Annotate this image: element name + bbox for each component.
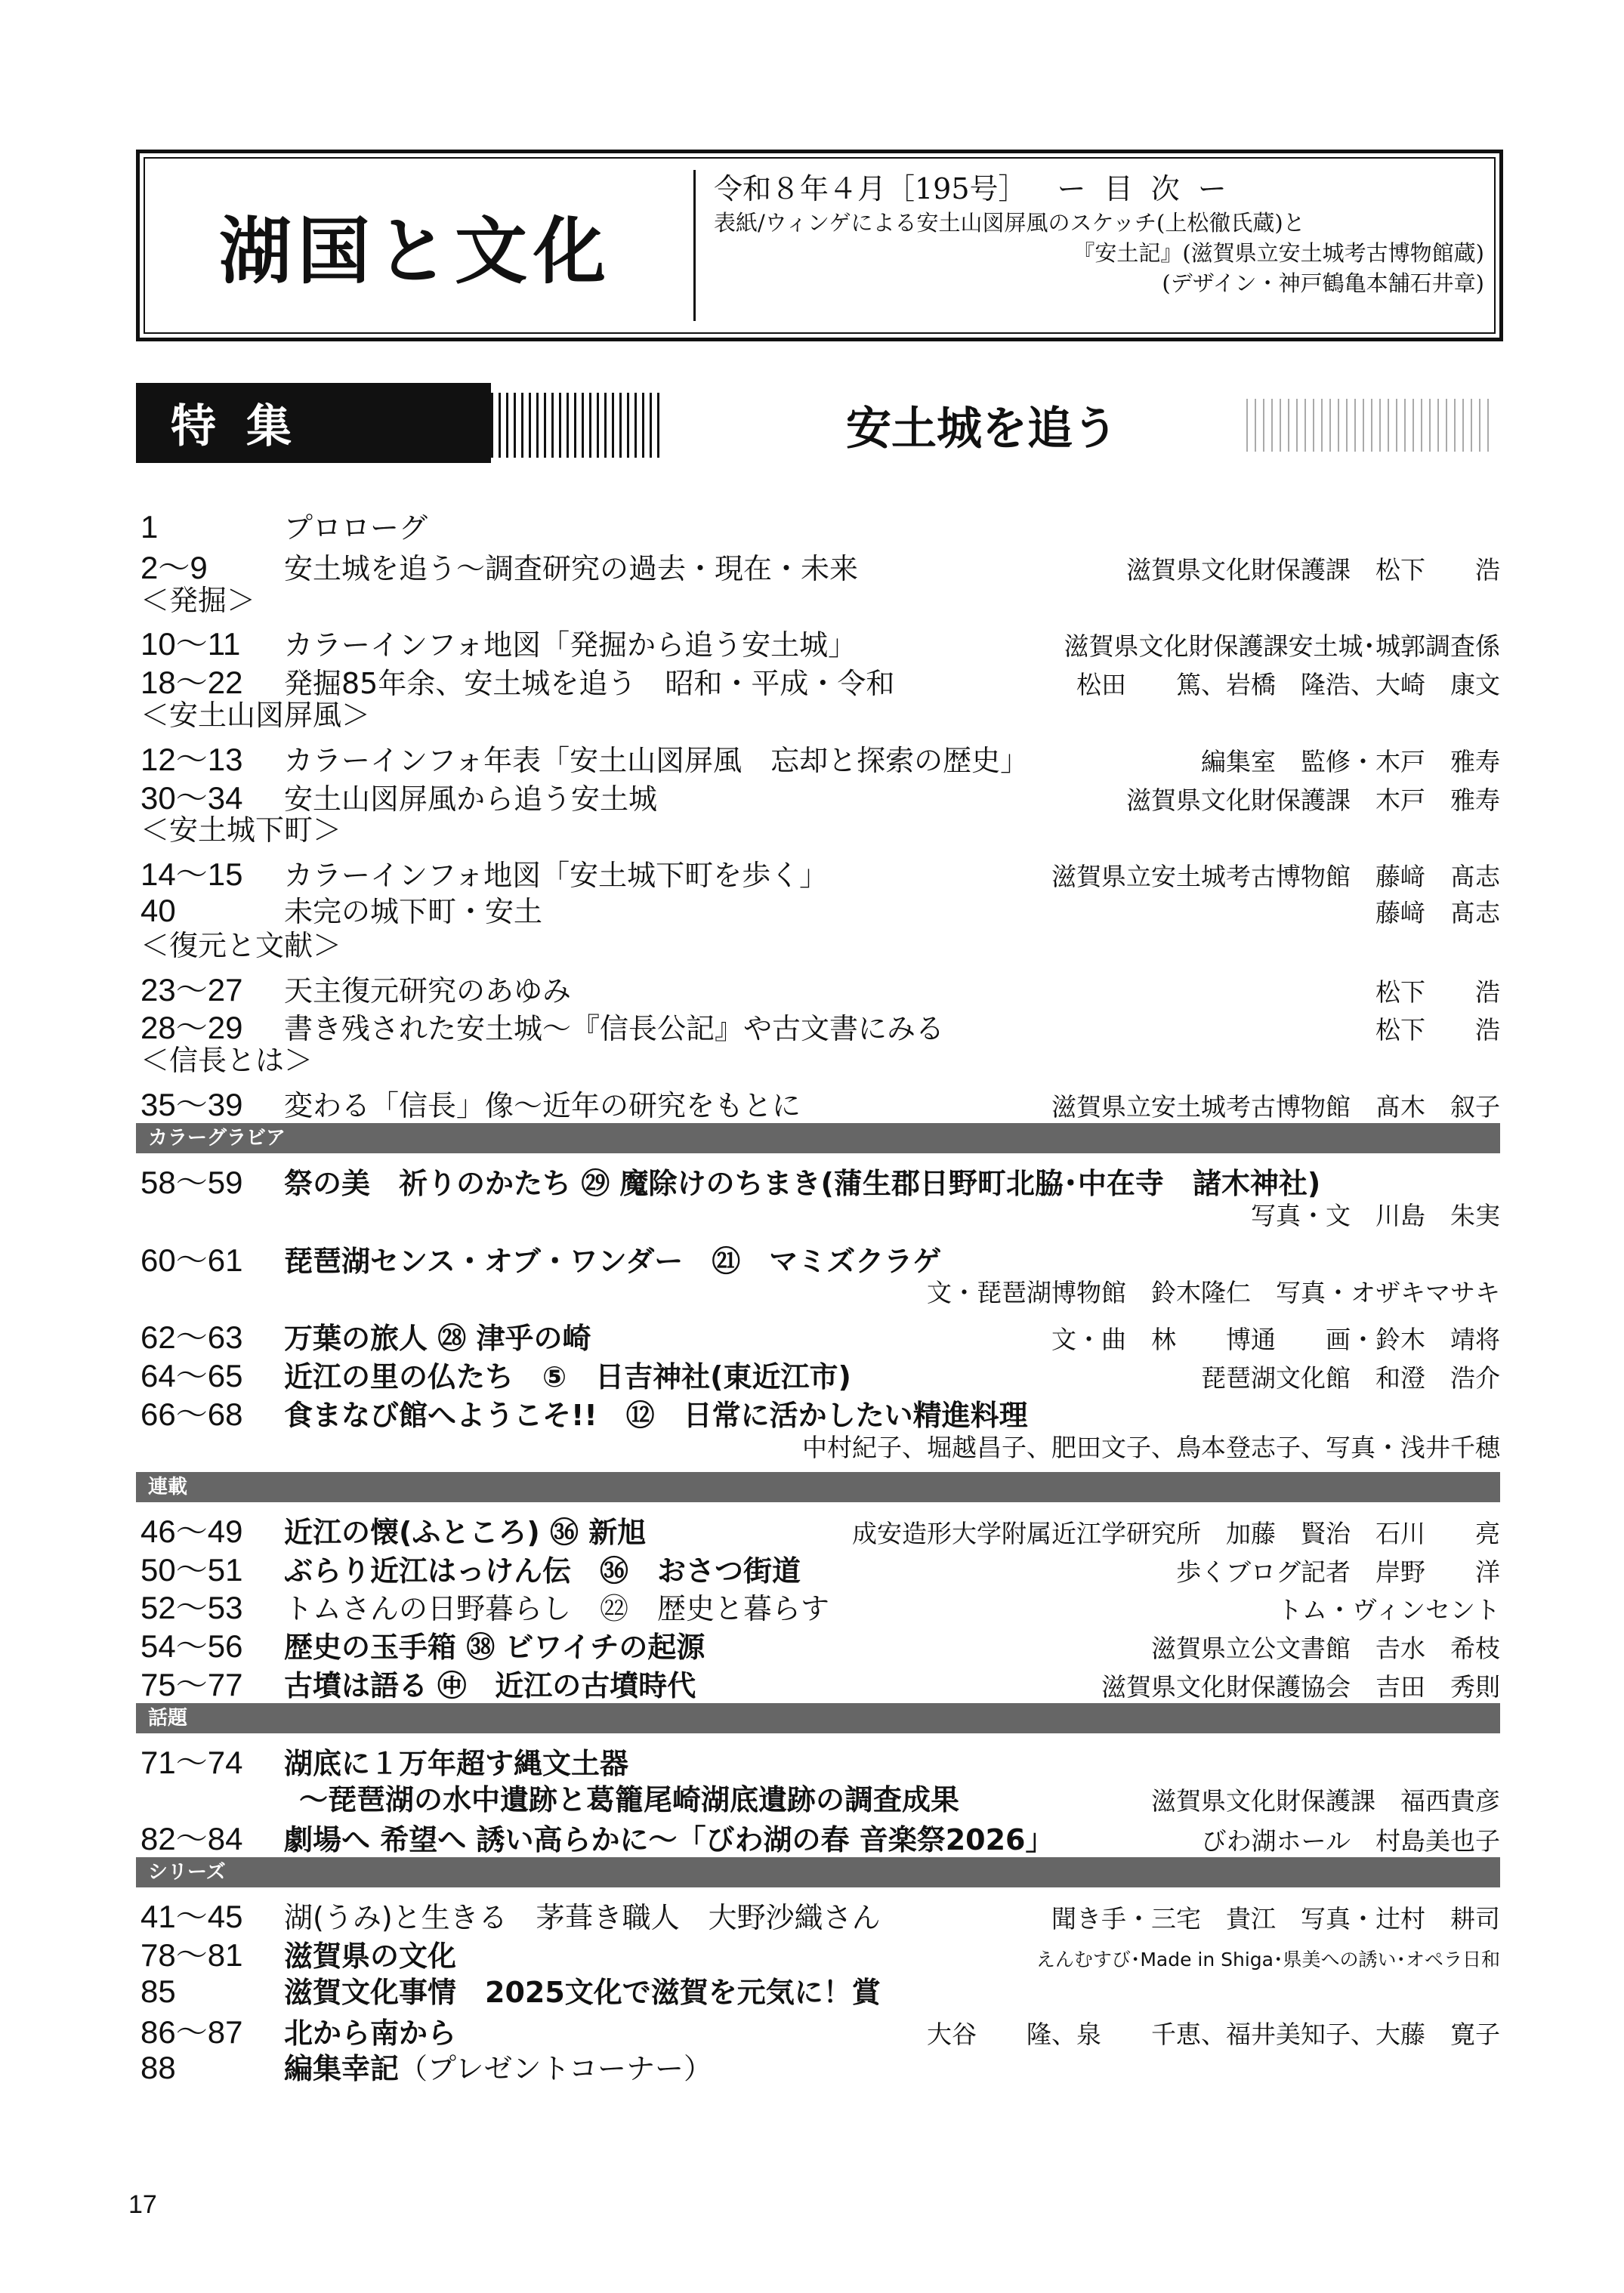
- author: 滋賀県文化財保護課 松下 浩: [1126, 554, 1500, 585]
- toc-entry[interactable]: [140, 735, 1500, 777]
- article-title: 未完の城下町・安土: [284, 894, 543, 928]
- author: 滋賀県文化財保護課 福西貴彦: [1151, 1785, 1500, 1816]
- author: 文・琵琶湖博物館 鈴木隆仁 写真・オザキマサキ: [927, 1278, 1500, 1308]
- toc-entry[interactable]: [140, 543, 1500, 585]
- page-range: 58〜59: [140, 1164, 243, 1200]
- author: 写真・文 川島 朱実: [1251, 1200, 1500, 1230]
- article-title-wrap: [284, 2045, 1500, 2087]
- section-bar-topics: 話題: [136, 1703, 1500, 1733]
- page-range: 71〜74: [140, 1744, 243, 1780]
- page-range: 14〜15: [140, 856, 243, 893]
- toc-entry[interactable]: [140, 1738, 1500, 1780]
- author: 滋賀県立公文書館 𠮷水 希枝: [1151, 1634, 1500, 1664]
- toc-entry[interactable]: [140, 2045, 1500, 2084]
- header-info: [714, 170, 1484, 298]
- category-heading: ＜安土山図屏風＞: [140, 698, 371, 732]
- toc-entry[interactable]: [140, 1814, 1500, 1857]
- category-heading: ＜安土城下町＞: [140, 813, 342, 847]
- article-title: 近江の懐(ふところ) ㊱ 新旭: [284, 1515, 647, 1549]
- page-range: 85: [140, 1973, 176, 2009]
- page-range: 28〜29: [140, 1010, 243, 1046]
- article-note: （プレゼントコーナー）: [399, 2052, 712, 2086]
- article-title: 食まなび館へようこそ!! ⑫ 日常に活かしたい精進料理: [284, 1398, 1028, 1432]
- article-title: 天主復元研究のあゆみ: [284, 974, 572, 1008]
- page-range: 1: [140, 509, 159, 545]
- decorative-stripes: [491, 393, 665, 458]
- toc-entry[interactable]: [140, 1583, 1500, 1626]
- header-divider: [693, 170, 696, 321]
- category-heading: ＜発掘＞: [140, 583, 256, 617]
- page-range: 30〜34: [140, 779, 243, 816]
- article-title: プロローグ: [284, 511, 428, 545]
- page-number: 17: [128, 2190, 157, 2219]
- author: 松田 篤、岩橋 隆浩、大崎 康文: [1076, 670, 1500, 700]
- cover-credit-2: 『安土記』(滋賀県立安土城考古博物館蔵): [1073, 240, 1484, 266]
- page-range: 10〜11: [140, 626, 241, 662]
- toc-entry[interactable]: [140, 2008, 1500, 2050]
- article-title: 古墳は語る ㊥ 近江の古墳時代: [284, 1668, 696, 1702]
- toc-entry[interactable]: [140, 1545, 1500, 1588]
- page-range: 86〜87: [140, 2014, 243, 2050]
- toc-entry[interactable]: [140, 1313, 1500, 1356]
- article-title: トムさんの日野暮らし ㉒ 歴史と暮らす: [284, 1592, 830, 1626]
- article-title: 書き残された安土城〜『信長公記』や古文書にみる: [284, 1012, 945, 1046]
- author: 滋賀県文化財保護課安土城･城郭調査係: [1064, 631, 1500, 662]
- section-bar-series: シリーズ: [136, 1857, 1500, 1887]
- page-range: 2〜9: [140, 549, 208, 585]
- page-range: 18〜22: [140, 665, 243, 701]
- author: 松下 浩: [1375, 1015, 1500, 1045]
- page-range: 35〜39: [140, 1086, 243, 1122]
- feature-label: 特集: [136, 383, 491, 463]
- section-bar-gravure: カラーグラビア: [136, 1123, 1500, 1153]
- author: びわ湖ホール 村島美也子: [1201, 1826, 1500, 1856]
- page-range: 12〜13: [140, 741, 243, 777]
- article-title: 万葉の旅人 ㉘ 津乎の崎: [284, 1322, 591, 1356]
- author: 琵琶湖文化館 和澄 浩介: [1201, 1363, 1500, 1393]
- toc-entry[interactable]: [140, 1158, 1500, 1200]
- article-title: 安土山図屏風から追う安土城: [284, 782, 658, 816]
- toc-entry[interactable]: [140, 1390, 1500, 1432]
- table-of-contents: [140, 505, 1500, 2084]
- article-title: 安土城を追う〜調査研究の過去・現在・未来: [284, 551, 859, 585]
- page-range: 66〜68: [140, 1396, 243, 1432]
- toc-entry[interactable]: [140, 1969, 1500, 2008]
- page-range: 40: [140, 892, 176, 928]
- page-range: 23〜27: [140, 971, 243, 1008]
- page-range: 41〜45: [140, 1899, 243, 1935]
- article-subtitle-line: [140, 1776, 1500, 1815]
- article-title: 祭の美 祈りのかたち ㉙ 魔除けのちまき(蒲生郡日野町北脇･中在寺 諸木神社): [284, 1166, 1321, 1200]
- article-title: ぶらり近江はっけん伝 ㊱ おさつ街道: [284, 1554, 801, 1588]
- issue-line: [714, 170, 1484, 208]
- toc-entry[interactable]: [140, 1622, 1500, 1665]
- category-heading: ＜復元と文献＞: [140, 928, 342, 962]
- section-bar-serial: 連載: [136, 1472, 1500, 1502]
- article-title: 滋賀文化事情 2025文化で滋賀を元気に！賞: [284, 1975, 881, 2009]
- feature-title: 安土城を追う: [846, 403, 1118, 455]
- author: 歩くブログ記者 岸野 洋: [1176, 1557, 1500, 1587]
- toc-entry[interactable]: [140, 1930, 1500, 1973]
- article-title: 歴史の玉手箱 ㊳ ビワイチの起源: [284, 1631, 705, 1665]
- toc-entry[interactable]: [140, 1080, 1500, 1122]
- author: 藤﨑 髙志: [1375, 897, 1500, 927]
- author: 滋賀県文化財保護協会 吉田 秀則: [1101, 1671, 1500, 1702]
- toc-label: ー 目 次 ー: [1057, 172, 1231, 205]
- toc-entry[interactable]: [140, 1660, 1500, 1702]
- issue-date: 令和８年４月［195号］: [714, 172, 1027, 205]
- toc-entry[interactable]: [140, 850, 1500, 893]
- author: 聞き手・三宅 貴江 写真・辻村 耕司: [1051, 1904, 1500, 1934]
- toc-entry[interactable]: [140, 1507, 1500, 1549]
- author: 中村紀子、堀越昌子、肥田文子、鳥本登志子、写真・浅井千穂: [802, 1432, 1500, 1462]
- cover-credit-1: 表紙/ウィンゲによる安土山図屏風のスケッチ(上松徹氏蔵)と: [714, 210, 1305, 236]
- article-subtitle: 〜琵琶湖の水中遺跡と葛籠尾崎湖底遺跡の調査成果: [299, 1782, 960, 1816]
- author: 滋賀県立安土城考古博物館 髙木 叙子: [1051, 1091, 1500, 1122]
- article-title: 北から南から: [284, 2016, 457, 2050]
- author: 松下 浩: [1375, 977, 1500, 1007]
- decorative-stripes: [1246, 399, 1496, 452]
- article-title: 湖(うみ)と生きる 茅葺き職人 大野沙織さん: [284, 1901, 881, 1935]
- article-title: 湖底に１万年超す縄文土器: [284, 1746, 629, 1780]
- article-title: カラーインフォ年表「安土山図屏風 忘却と探索の歴史」: [284, 743, 1030, 777]
- page-range: 64〜65: [140, 1358, 243, 1394]
- toc-entry[interactable]: [140, 888, 1500, 927]
- toc-entry[interactable]: [140, 619, 1500, 662]
- toc-entry[interactable]: [140, 1236, 1500, 1278]
- page-range: 78〜81: [140, 1937, 243, 1973]
- toc-entry[interactable]: [140, 965, 1500, 1008]
- author: 大谷 隆、泉 千恵、福井美知子、大藤 寛子: [927, 2019, 1500, 2049]
- toc-entry[interactable]: [140, 1351, 1500, 1394]
- page-range: 50〜51: [140, 1551, 243, 1588]
- article-title: カラーインフォ地図「発掘から追う安土城」: [284, 628, 857, 662]
- page-range: 88: [140, 2050, 176, 2086]
- author: 成安造形大学附属近江学研究所 加藤 賢治 石川 亮: [852, 1518, 1500, 1548]
- category-heading: ＜信長とは＞: [140, 1044, 313, 1078]
- article-title: 近江の里の仏たち ⑤ 日吉神社(東近江市): [284, 1360, 851, 1394]
- author: 滋賀県文化財保護課 木戸 雅寿: [1126, 785, 1500, 815]
- page-range: 75〜77: [140, 1666, 243, 1702]
- toc-entry[interactable]: [140, 773, 1500, 816]
- page-range: 46〜49: [140, 1513, 243, 1549]
- article-title: 劇場へ 希望へ 誘い高らかに〜「びわ湖の春 音楽祭2026」: [284, 1823, 1054, 1857]
- article-title: 琵琶湖センス・オブ・ワンダー ㉑ マミズクラゲ: [284, 1244, 942, 1278]
- page-range: 54〜56: [140, 1628, 243, 1665]
- page-range: 82〜84: [140, 1821, 243, 1857]
- page-range: 60〜61: [140, 1242, 243, 1278]
- page-range: 62〜63: [140, 1319, 243, 1356]
- author: 滋賀県立安土城考古博物館 藤﨑 髙志: [1051, 862, 1500, 892]
- cover-credit-3: (デザイン・神戸鶴亀本舗石井章): [1162, 270, 1484, 296]
- article-title: 変わる「信長」像〜近年の研究をもとに: [284, 1088, 801, 1122]
- toc-entry[interactable]: [140, 1892, 1500, 1935]
- author: えんむすび･Made in Shiga･県美への誘い･オペラ日和: [1036, 1948, 1500, 1970]
- toc-entry[interactable]: [140, 505, 1500, 543]
- author: トム・ヴィンセント: [1277, 1595, 1500, 1625]
- article-title: カラーインフォ地図「安土城下町を歩く」: [284, 859, 829, 893]
- toc-entry[interactable]: [140, 1003, 1500, 1046]
- article-title: 発掘85年余、安土城を追う 昭和・平成・令和: [284, 667, 895, 701]
- page-range: 52〜53: [140, 1590, 243, 1626]
- article-title: 滋賀県の文化: [284, 1939, 457, 1973]
- author: 文・曲 林 博通 画・鈴木 靖将: [1051, 1325, 1500, 1355]
- author: 編集室 監修・木戸 雅寿: [1201, 746, 1500, 776]
- article-title: 編集幸記: [284, 2052, 400, 2086]
- toc-entry[interactable]: [140, 658, 1500, 701]
- magazine-title: 湖国と文化: [219, 208, 612, 294]
